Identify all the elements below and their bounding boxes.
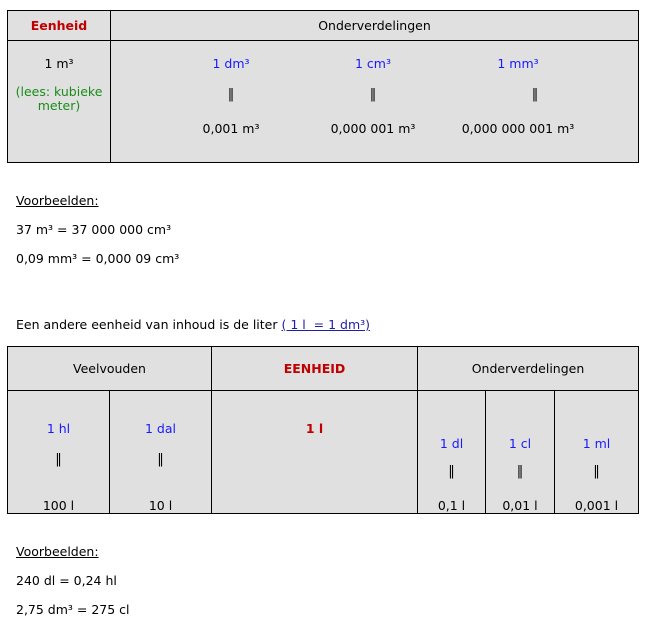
equals-bar: ‖ <box>531 87 539 102</box>
liter-intro <box>16 317 370 332</box>
header-subdivisions-label: Onderverdelingen <box>471 361 585 376</box>
header-multiples-label: Veelvouden <box>73 361 146 376</box>
sub-bottom: 0,01 l <box>502 498 538 513</box>
header-unit-cell <box>7 10 111 41</box>
header-multiples-cell <box>7 346 212 391</box>
examples-heading: Voorbeelden: <box>16 544 99 559</box>
multiple-cell-hl <box>7 390 110 514</box>
header-subdivisions-cell <box>417 346 639 391</box>
sub-bottom-mm3: 0,000 000 001 m³ <box>461 121 575 136</box>
example-line: 2,75 dm³ = 275 cl <box>16 602 130 617</box>
equals-bar: ‖ <box>157 452 164 467</box>
sub-bottom: 0,001 l <box>574 498 619 513</box>
header-unit-cell <box>211 346 418 391</box>
sub-cell-ml <box>554 390 639 514</box>
equals-bar: ‖ <box>55 452 62 467</box>
sub-bottom-dm3: 0,001 m³ <box>202 121 260 136</box>
sub-bottom-cm3: 0,000 001 m³ <box>330 121 416 136</box>
example-line: 0,09 mm³ = 0,000 09 cm³ <box>16 251 180 266</box>
header-unit-label: EENHEID <box>283 361 346 376</box>
sub-top: 1 dl <box>439 436 464 451</box>
header-subdivisions-label: Onderverdelingen <box>318 18 431 33</box>
sub-cell-dl <box>417 390 486 514</box>
header-unit-label: Eenheid <box>30 18 88 33</box>
liter-definition-link[interactable]: ( 1 l = 1 dm³) <box>281 317 371 332</box>
sub-top-cm3: 1 cm³ <box>355 56 391 71</box>
sub-top: 1 ml <box>582 436 611 451</box>
multiple-bottom: 10 l <box>148 498 173 513</box>
liter-intro-text: Een andere eenheid van inhoud is de liter <box>16 317 282 332</box>
multiple-bottom: 100 l <box>42 498 75 513</box>
equals-bar: ‖ <box>516 464 524 479</box>
multiple-cell-dal <box>109 390 212 514</box>
unit-cell <box>211 390 418 514</box>
unit-value: 1 l <box>305 421 324 436</box>
header-subdivisions-cell <box>110 10 639 41</box>
example-line: 37 m³ = 37 000 000 cm³ <box>16 222 172 237</box>
unit-value: 1 m³ <box>44 56 74 71</box>
equals-bar: ‖ <box>448 464 455 479</box>
sub-top-mm3: 1 mm³ <box>497 56 539 71</box>
equals-bar: ‖ <box>593 464 600 479</box>
multiple-top: 1 dal <box>145 421 176 436</box>
sub-top-dm3: 1 dm³ <box>212 56 250 71</box>
examples-heading: Voorbeelden: <box>16 193 99 208</box>
unit-cell <box>7 40 111 163</box>
equals-bar: ‖ <box>227 87 235 102</box>
unit-note: (lees: kubieke meter) <box>15 84 103 113</box>
example-line: 240 dl = 0,24 hl <box>16 573 117 588</box>
subdivisions-cell <box>110 40 639 163</box>
sub-bottom: 0,1 l <box>437 498 466 513</box>
sub-cell-cl <box>485 390 555 514</box>
sub-top: 1 cl <box>508 436 532 451</box>
multiple-top: 1 hl <box>46 421 71 436</box>
equals-bar: ‖ <box>369 87 377 102</box>
